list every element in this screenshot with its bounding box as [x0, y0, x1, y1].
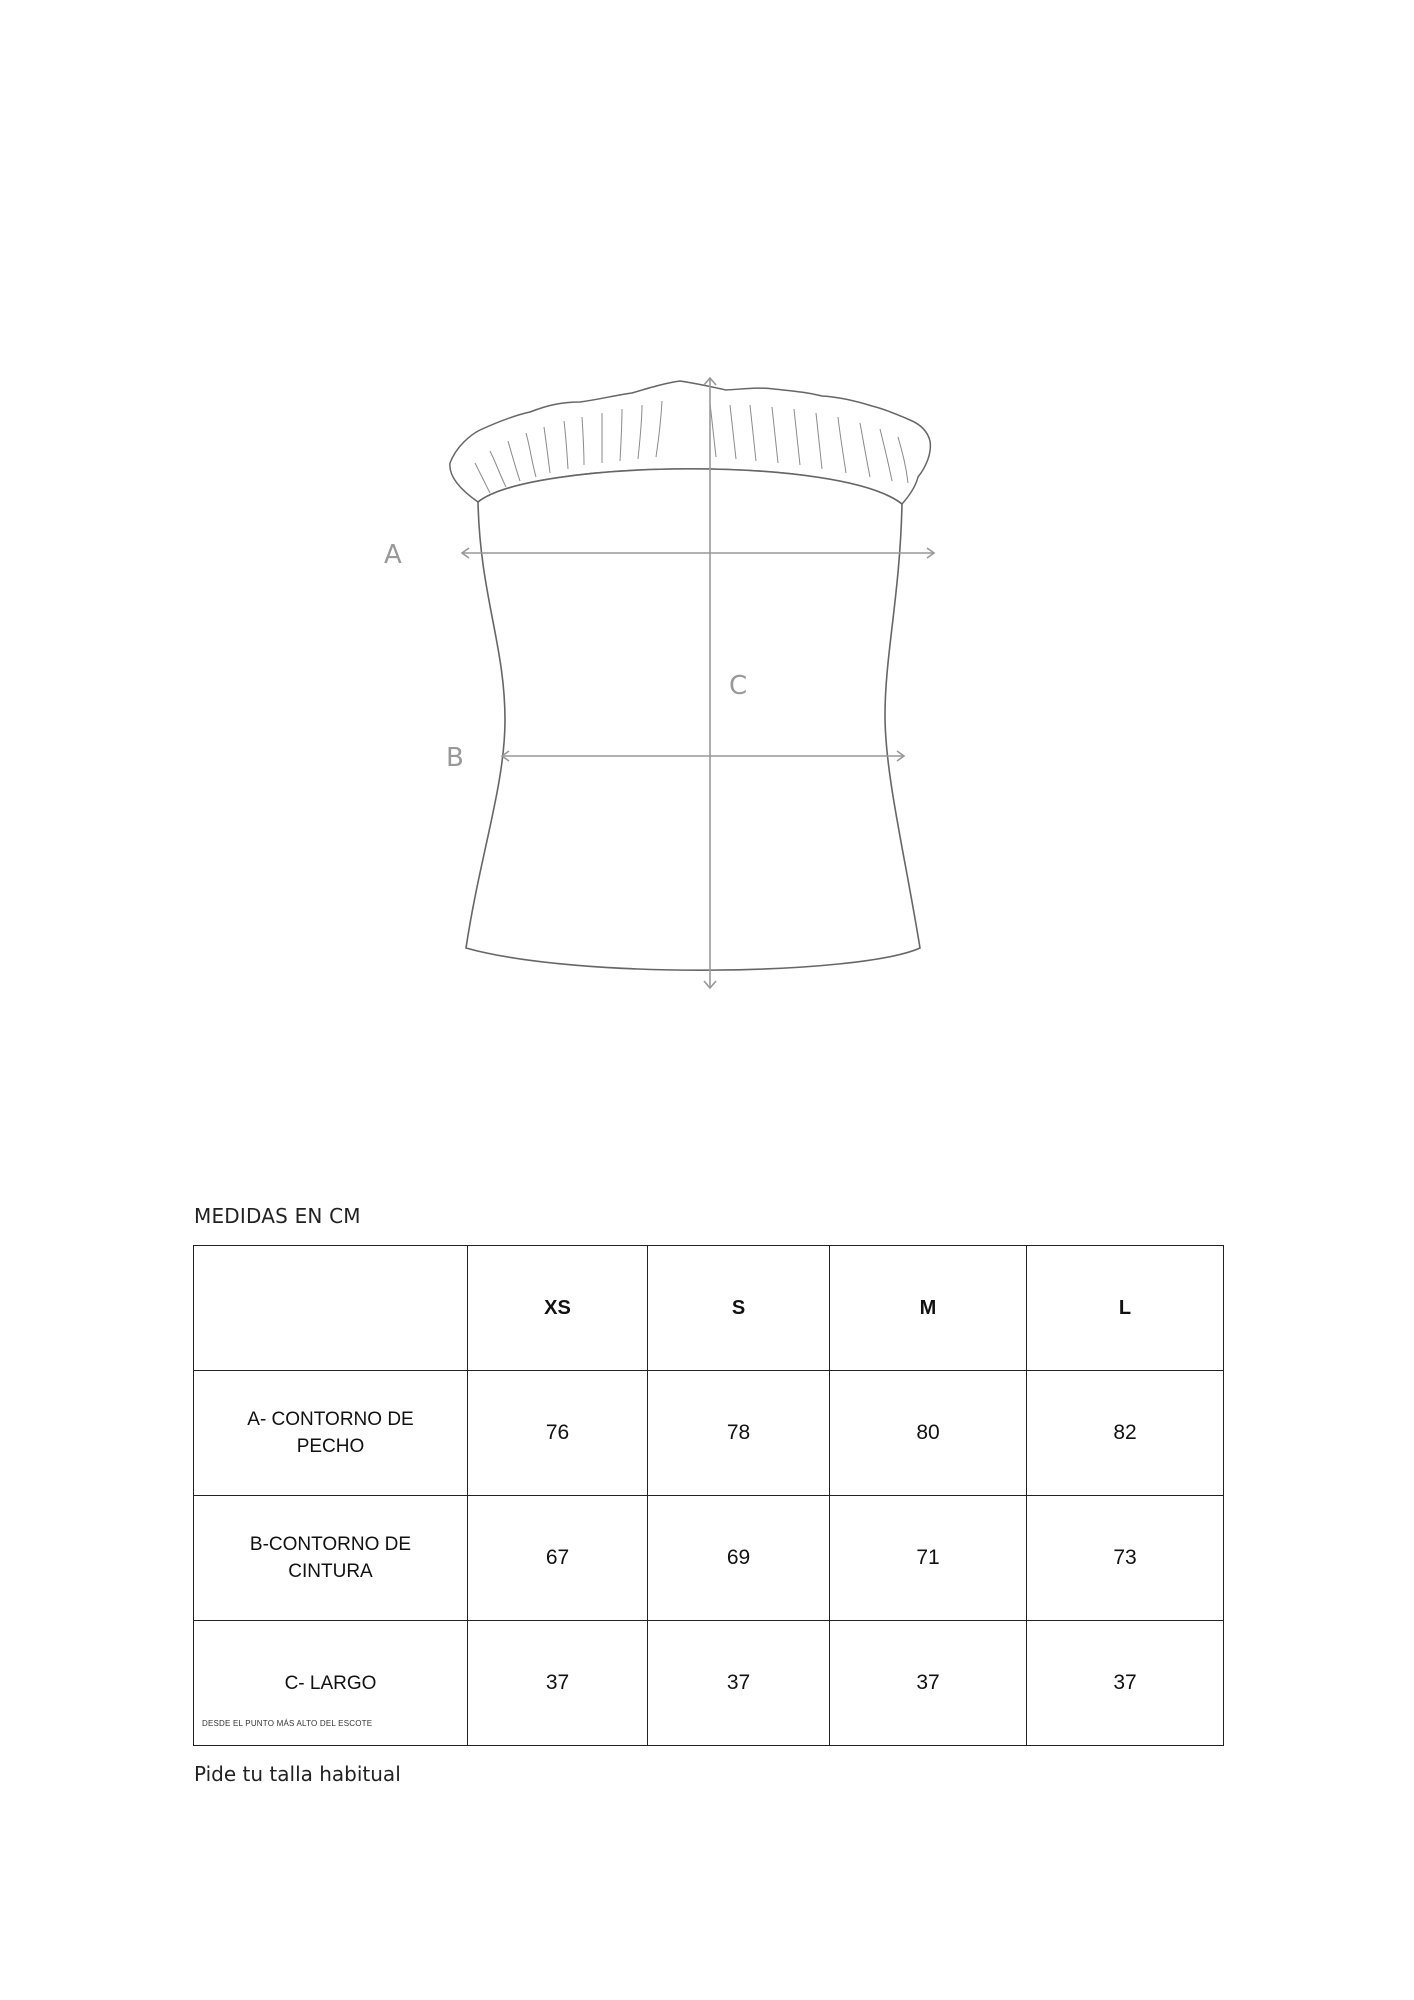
value-cell: 37 [468, 1621, 648, 1746]
label-b: B [446, 743, 464, 773]
row-label: A- CONTORNO DE PECHO [247, 1409, 414, 1457]
table-header-row [194, 1246, 1224, 1371]
row-label-cell [194, 1496, 468, 1621]
row-label: C- LARGO [284, 1672, 377, 1694]
size-advice-note: Pide tu talla habitual [194, 1762, 401, 1786]
label-c: C [729, 671, 748, 701]
value-cell: 69 [648, 1496, 830, 1621]
header-cell-xs: XS [468, 1246, 648, 1371]
value-cell: 37 [648, 1621, 830, 1746]
table-row-waist [194, 1496, 1224, 1621]
row-note: DESDE EL PUNTO MÁS ALTO DEL ESCOTE [202, 1719, 373, 1728]
garment-svg [280, 215, 1130, 1165]
row-label-cell [194, 1371, 468, 1496]
value-cell: 76 [468, 1371, 648, 1496]
bodice-outline [466, 469, 920, 970]
value-cell: 82 [1027, 1371, 1224, 1496]
value-cell: 71 [830, 1496, 1027, 1621]
value-cell: 78 [648, 1371, 830, 1496]
value-cell: 37 [1027, 1621, 1224, 1746]
value-cell: 80 [830, 1371, 1027, 1496]
measurements-heading: MEDIDAS EN CM [194, 1204, 361, 1228]
header-cell-s: S [648, 1246, 830, 1371]
table-row-length [194, 1621, 1224, 1746]
header-cell-empty [194, 1246, 468, 1371]
value-cell: 73 [1027, 1496, 1224, 1621]
size-chart-table [193, 1245, 1224, 1746]
row-label: B-CONTORNO DE CINTURA [249, 1534, 412, 1582]
garment-diagram [280, 215, 1130, 1165]
header-cell-l: L [1027, 1246, 1224, 1371]
value-cell: 37 [830, 1621, 1027, 1746]
value-cell: 67 [468, 1496, 648, 1621]
row-label-cell [194, 1621, 468, 1746]
table-row-chest [194, 1371, 1224, 1496]
label-a: A [384, 540, 402, 570]
header-cell-m: M [830, 1246, 1027, 1371]
